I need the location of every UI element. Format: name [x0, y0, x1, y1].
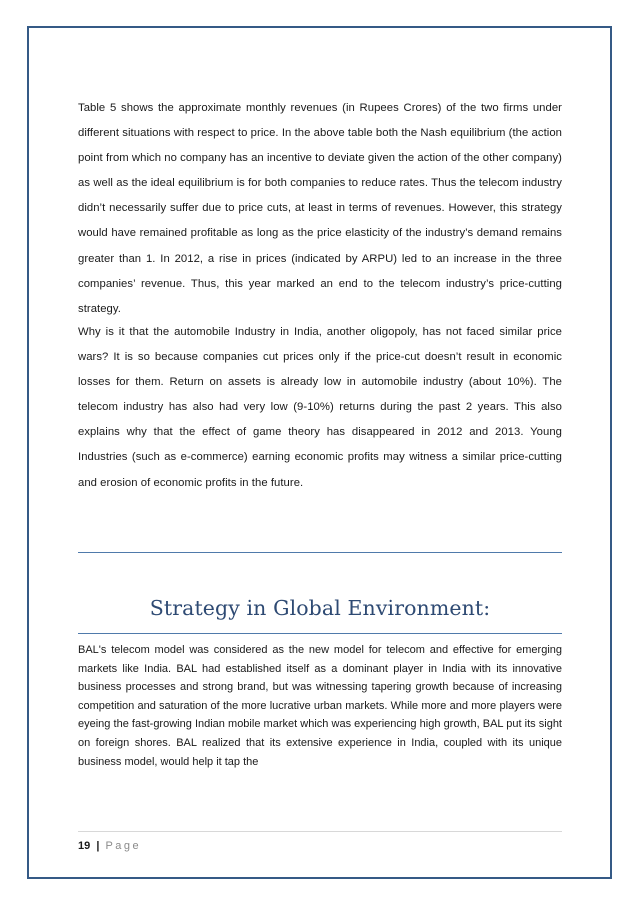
page-label: Page: [105, 840, 142, 852]
heading-underline: [78, 633, 562, 634]
page-footer: [78, 840, 141, 852]
section-divider: [78, 552, 562, 553]
paragraph-automobile-industry: Why is it that the automobile Industry in India, another oligopoly, has not faced similar price wars? It is so because companies cut prices only if the price-cut doesn’t result in economic losses for them. Return on assets is already low in automobile industry (about 10%). The telecom industry has also had very low (9-10%) returns during the past 2 years. This also explains why that the effect of game theory has disappeared in 2012 and 2013. Young Industries (such as e-commerce) earning economic profits may witness a similar price-cutting and erosion of economic profits in the future.: [78, 326, 562, 489]
footer-divider: [78, 831, 562, 832]
section-heading: Strategy in Global Environment:: [149, 596, 491, 620]
paragraph-price-revenue: Table 5 shows the approximate monthly revenues (in Rupees Crores) of the two firms under different situations with respect to price. In the above table both the Nash equilibrium (the action point from which no company has an incentive to deviate given the action of the other company) as well as the ideal equilibrium is for both companies to reduce rates. Thus the telecom industry didn’t necessarily suffer due to price cuts, at least in terms of revenues. However, this strategy would have remained profitable as long as the price elasticity of the industry’s demand remains greater than 1. In 2012, a rise in prices (indicated by ARPU) led to an increase in the three companies’ revenue. Thus, this year marked an end to the telecom industry’s price-cutting strategy.: [78, 102, 562, 315]
paragraph-bal-telecom: BAL's telecom model was considered as the new model for telecom and effective for emerging markets like India. BAL had established itself as a dominant player in India with its innovative business processes and strong brand, but was witnessing tapering growth because of increasing competition and saturation of the more lucrative urban markets. While more and more players were eyeing the fast-growing Indian mobile market which was experiencing high growth, BAL put its sight on foreign shores. BAL realized that its extensive experience in India, coupled with its unique business model, would help it tap the: [78, 644, 562, 768]
page-number: 19: [78, 840, 91, 852]
footer-separator: |: [96, 840, 100, 852]
